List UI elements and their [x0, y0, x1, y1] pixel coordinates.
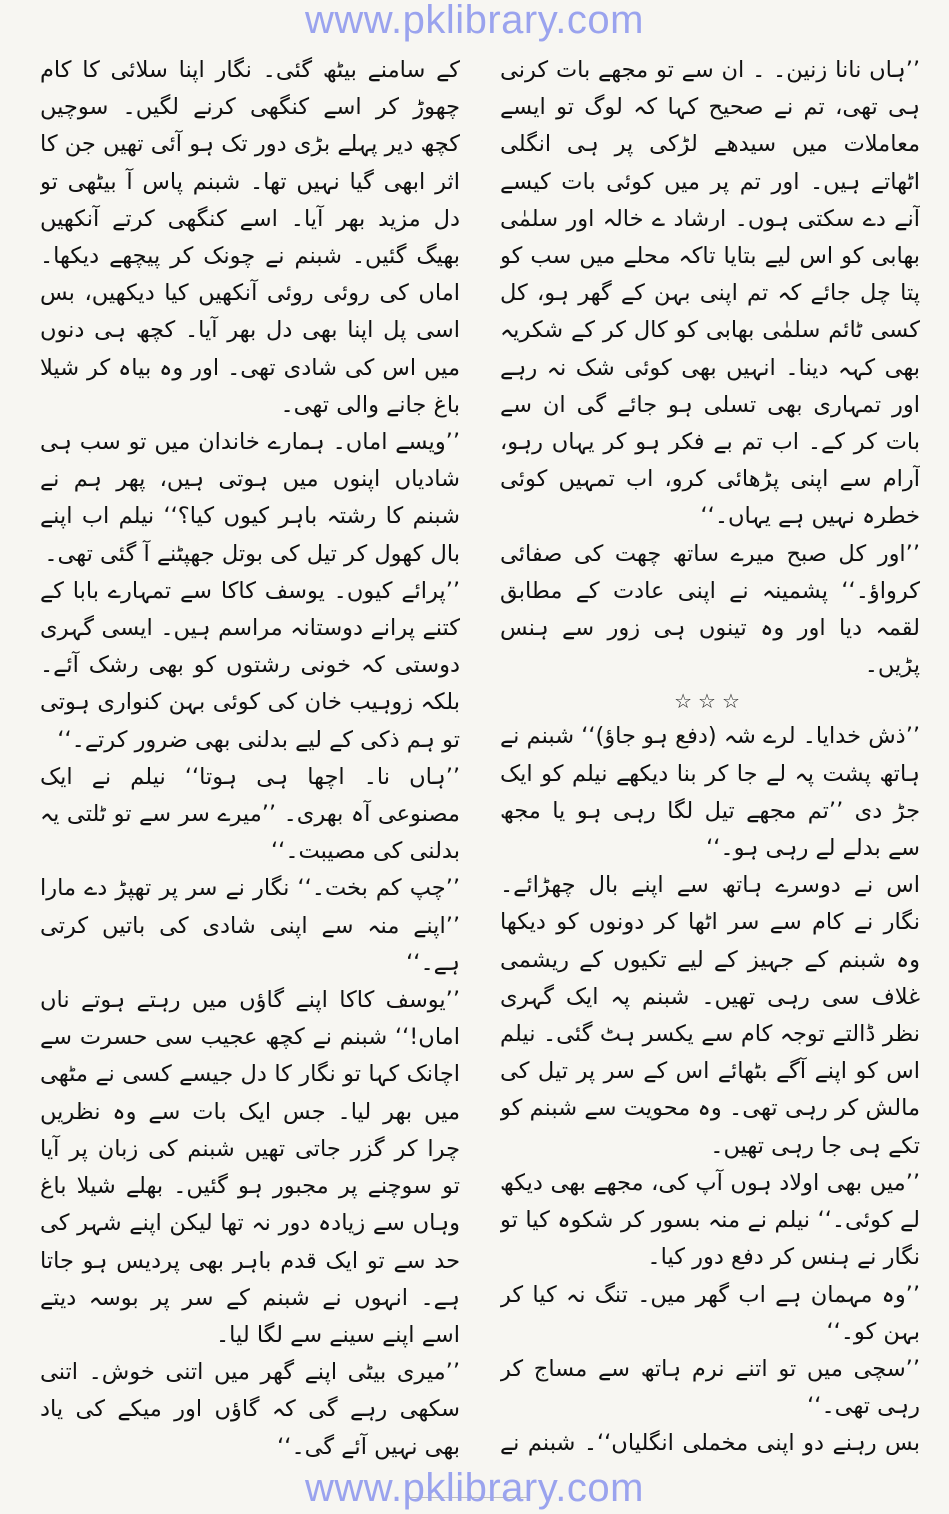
paragraph: بس رہنے دو اپنی مخملی انگلیاں‘‘۔ شبنم نے [500, 1430, 920, 1457]
paragraph: ’’یوسف کاکا اپنے گاؤں میں رہتے ہوتے ناں اماں!‘‘ شبنم نے کچھ عجیب سی حسرت سے اچانک کہا تو نگار کا دل جیسے کسی نے مٹھی میں بھر لیا۔ جس ایک بات سے وہ نظریں چرا کر گزر جاتی تھیں شبنم کی زبان پر آیا تو سوچنے پر مجبور ہو گئیں۔ بھلے شیلا باغ وہاں سے زیادہ دور نہ تھا لیکن اپنے شہر کی حد سے تو ایک قدم باہر بھی پردیس ہو جاتا ہے۔ انہوں نے شبنم کے سر پر بوسہ دیتے اسے اپنے سینے سے لگا لیا۔ [40, 987, 460, 1348]
paragraph: ’’پرائے کیوں۔ یوسف کاکا سے تمہارے بابا کے کتنے پرانے دوستانہ مراسم ہیں۔ ایسی گہری دوستی کہ خونی رشتوں کو بھی رشک آئے۔ بلکہ زوہیب خان کی کوئی بہن کنواری ہوتی تو ہم ذکی کے لیے بدلنی بھی ضرور کرتے۔‘‘ [40, 577, 460, 753]
paragraph: اس نے دوسرے ہاتھ سے اپنے بال چھڑائے۔ نگار نے کام سے سر اٹھا کر دونوں کو دیکھا وہ شبنم کے جہیز کے لیے تکیوں کے ریشمی غلاف سی رہی تھیں۔ شبنم پہ ایک گہری نظر ڈالتے توجہ کام سے یکسر ہٹ گئی۔ نیلم اس کو اپنے آگے بٹھائے اس کے سر پر تیل کی مالش کر رہی تھی۔ وہ محویت سے شبنم کو تکے ہی جا رہی تھیں۔ [500, 872, 920, 1159]
section-break-stars: ☆☆☆ [674, 689, 746, 714]
paragraph: ’’سچی میں تو اتنے نرم ہاتھ سے مساج کر رہی تھی۔‘‘ [500, 1355, 920, 1420]
paragraph: کے سامنے بیٹھ گئی۔ نگار اپنا سلائی کا کام چھوڑ کر اسے کنگھی کرنے لگیں۔ سوچیں کچھ دیر پہلے بڑی دور تک ہو آئی تھیں جن کا اثر ابھی گیا نہیں تھا۔ شبنم پاس آ بیٹھی تو دل مزید بھر آیا۔ اسے کنگھی کرتے آنکھیں بھیگ گئیں۔ شبنم نے چونک کر پیچھے دیکھا۔ اماں کی روئی روئی آنکھیں کیا دیکھیں، بس اسی پل اپنا بھی دل بھر آیا۔ کچھ ہی دنوں میں اس کی شادی تھی۔ اور وہ بیاہ کر شیلا باغ جانے والی تھی۔ [40, 57, 460, 418]
magazine-page [40, 52, 920, 1462]
paragraph: ’’ہاں نا۔ اچھا ہی ہوتا‘‘ نیلم نے ایک مصنوعی آہ بھری۔ ’’میرے سر سے تو ٹلتی یہ بدلنی کی مصیبت۔‘‘ [40, 763, 460, 865]
paragraph: ’’اور کل صبح میرے ساتھ چھت کی صفائی کرواؤ۔‘‘ پشمینہ نے اپنی عادت کے مطابق لقمہ دیا اور وہ تینوں ہی زور سے ہنس پڑیں۔ [500, 540, 920, 679]
paragraph: ’’میں بھی اولاد ہوں آپ کی، مجھے بھی دیکھ لے کوئی۔‘‘ نیلم نے منہ بسور کر شکوہ کیا تو نگار نے ہنس کر دفع دور کیا۔ [500, 1169, 920, 1271]
paragraph: ’’چپ کم بخت۔‘‘ نگار نے سر پر تھپڑ دے مارا ’’اپنے منہ سے اپنی شادی کی باتیں کرتی ہے۔‘‘ [40, 875, 460, 976]
paragraph: ’’میری بیٹی اپنے گھر میں اتنی خوش۔ اتنی سکھی رہے گی کہ گاؤں اور میکے کی یاد بھی نہیں آئے گی۔‘‘ [40, 1359, 460, 1460]
paragraph: ’’وہ مہمان ہے اب گھر میں۔ تنگ نہ کیا کر بہن کو۔‘‘ [500, 1281, 920, 1345]
right-text-column [500, 52, 920, 1462]
left-text-column [40, 52, 460, 1462]
watermark-bottom: www.pklibrary.com [305, 1466, 644, 1510]
watermark-top: www.pklibrary.com [305, 0, 644, 42]
paragraph: ’’ذش خدایا۔ لرے شہ (دفع ہو جاؤ)‘‘ شبنم نے ہاتھ پشت پہ لے جا کر بنا دیکھے نیلم کو ایک جڑ دی ’’تم مجھے تیل لگا رہی ہو یا مجھ سے بدلے لے رہی ہو۔‘‘ [500, 723, 920, 862]
paragraph: ’’ہاں نانا زنین۔ ۔ ان سے تو مجھے بات کرنی ہی تھی، تم نے صحیح کہا کہ لوگ تو ایسے معاملات میں سیدھے لڑکی پر ہی انگلی اٹھاتے ہیں۔ اور تم پر میں کوئی بات کیسے آنے دے سکتی ہوں۔ ارشاد ے خالہ اور سلمٰی بھابی کو اس لیے بتایا تاکہ محلے میں سب کو پتا چل جائے کہ تم اپنی بہن کے گھر ہو، کل کسی ٹائم سلمٰی بھابی کو کال کر کے شکریہ بھی کہہ دینا۔ انہیں بھی کوئی شک نہ رہے اور تمہاری بھی تسلی ہو جائے گی ان سے بات کر کے۔ اب تم بے فکر ہو کر یہاں رہو، آرام سے اپنی پڑھائی کرو، اب تمہیں کوئی خطرہ نہیں ہے یہاں۔‘‘ [500, 57, 920, 530]
paragraph: ’’ویسے اماں۔ ہمارے خاندان میں تو سب ہی شادیاں اپنوں میں ہوتی ہیں، پھر ہم نے شبنم کا رشتہ باہر کیوں کیا؟‘‘ نیلم اب اپنے بال کھول کر تیل کی بوتل جھپٹنے آ گئی تھی۔ [40, 429, 460, 567]
